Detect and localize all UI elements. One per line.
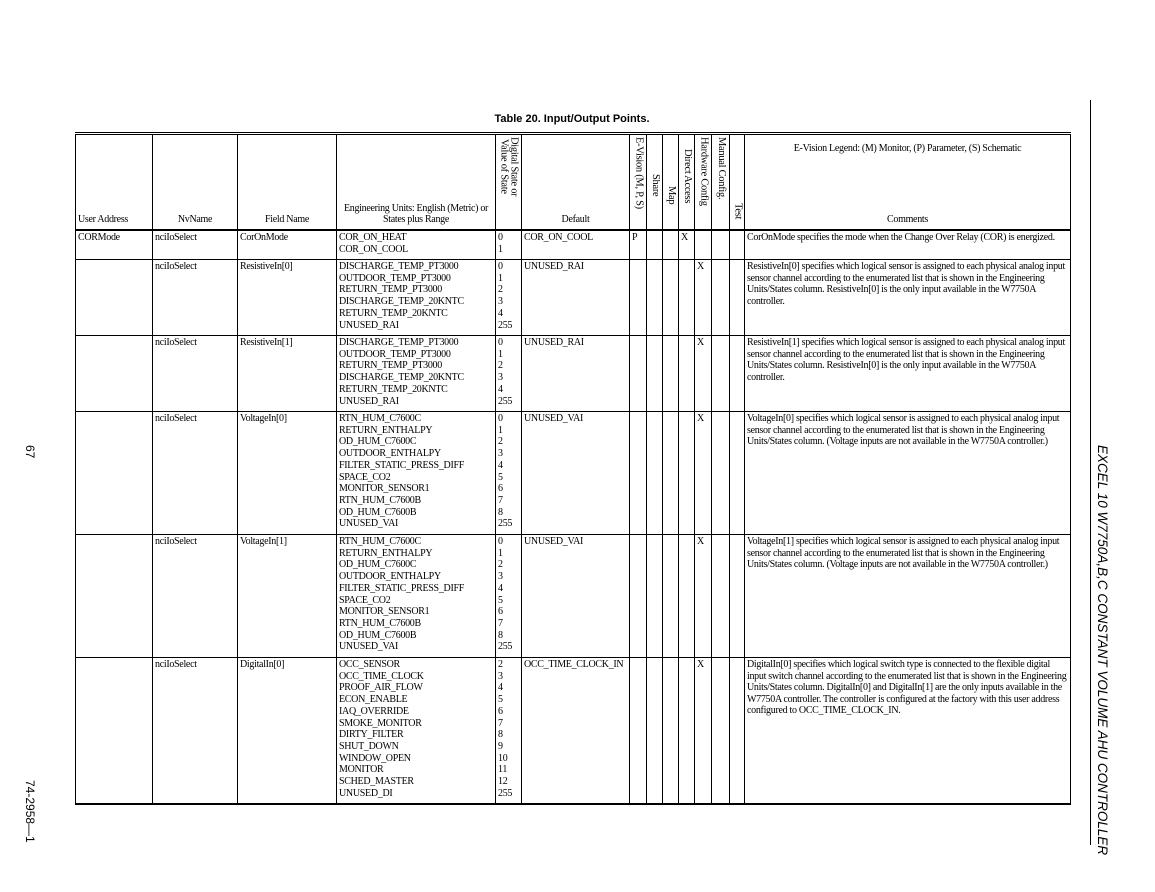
cell-nvname: nciIoSelect (153, 230, 238, 260)
cell-test (730, 336, 745, 412)
cell-test (730, 535, 745, 658)
header-hardware-config-text: Hardware Config (698, 137, 710, 206)
header-field-name: Field Name (238, 134, 337, 231)
cell-nvname: nciIoSelect (153, 535, 238, 658)
cell-user-address (76, 412, 153, 535)
cell-map (663, 230, 679, 260)
header-map-text: Map (665, 186, 677, 205)
cell-states: RTN_HUM_C7600C RETURN_ENTHALPY OD_HUM_C7600C OUTDOOR_ENTHALPY FILTER_STATIC_PRESS_DIFF SPACE_CO2 MONITOR_SENSOR1 RTN_HUM_C7600B OD_HUM_C7600B UNUSED_VAI (337, 535, 496, 658)
cell-values: 0 1 2 3 4 5 6 7 8 255 (496, 412, 522, 535)
cell-values: 0 1 2 3 4 255 (496, 336, 522, 412)
cell-share (647, 230, 663, 260)
cell-states: RTN_HUM_C7600C RETURN_ENTHALPY OD_HUM_C7600C OUTDOOR_ENTHALPY FILTER_STATIC_PRESS_DIFF SPACE_CO2 MONITOR_SENSOR1 RTN_HUM_C7600B OD_HUM_C7600B UNUSED_VAI (337, 412, 496, 535)
cell-user-address (76, 535, 153, 658)
header-evision-text: E-Vision (M, P, S) (633, 137, 645, 209)
cell-evision: P (630, 230, 647, 260)
header-direct-access-text: Direct Access (681, 149, 693, 204)
table-row (76, 336, 1071, 412)
cell-states: COR_ON_HEAT COR_ON_COOL (337, 230, 496, 260)
header-engineering-units: Engineering Units: English (Metric) or States plus Range (337, 134, 496, 231)
cell-hardware-config (695, 230, 712, 260)
cell-evision (630, 336, 647, 412)
running-title: EXCEL 10 W7750A,B,C CONSTANT VOLUME AHU CONTROLLER (1095, 445, 1110, 856)
margin-rule (1090, 100, 1091, 845)
header-user-address: User Address (76, 134, 153, 231)
header-share-text: Share (649, 174, 661, 197)
cell-evision (630, 658, 647, 805)
cell-states: OCC_SENSOR OCC_TIME_CLOCK PROOF_AIR_FLOW ECON_ENABLE IAQ_OVERRIDE SMOKE_MONITOR DIRTY_FILTER SHUT_DOWN WINDOW_OPEN MONITOR SCHED_MASTER UNUSED_DI (337, 658, 496, 805)
cell-hardware-config: X (695, 336, 712, 412)
header-digital-state (496, 134, 522, 231)
cell-comment: CorOnMode specifies the mode when the Change Over Relay (COR) is energized. (745, 230, 1071, 260)
table-row (76, 230, 1071, 260)
cell-comment: VoltageIn[1] specifies which logical sensor is assigned to each physical analog input sensor channel according to the enumerated list that is shown in the Engineering Units/States column. (Voltage inputs are not available in the W7750A controller.) (745, 535, 1071, 658)
cell-map (663, 658, 679, 805)
cell-evision (630, 412, 647, 535)
cell-field-name: CorOnMode (238, 230, 337, 260)
cell-manual-config (712, 336, 730, 412)
cell-user-address (76, 336, 153, 412)
cell-nvname: nciIoSelect (153, 336, 238, 412)
cell-field-name: ResistiveIn[1] (238, 336, 337, 412)
table-row (76, 260, 1071, 336)
cell-direct-access (679, 336, 695, 412)
cell-user-address (76, 658, 153, 805)
header-comments-text: Comments (887, 214, 928, 226)
cell-user-address: CORMode (76, 230, 153, 260)
header-map (663, 134, 679, 231)
table-row (76, 535, 1071, 658)
cell-direct-access (679, 260, 695, 336)
cell-states: DISCHARGE_TEMP_PT3000 OUTDOOR_TEMP_PT3000 RETURN_TEMP_PT3000 DISCHARGE_TEMP_20KNTC RETURN_TEMP_20KNTC UNUSED_RAI (337, 260, 496, 336)
header-test (730, 134, 745, 231)
cell-map (663, 336, 679, 412)
cell-manual-config (712, 658, 730, 805)
cell-manual-config (712, 230, 730, 260)
cell-test (730, 658, 745, 805)
cell-values: 2 3 4 5 6 7 8 9 10 11 12 255 (496, 658, 522, 805)
cell-field-name: DigitalIn[0] (238, 658, 337, 805)
header-share (647, 134, 663, 231)
cell-default: UNUSED_RAI (522, 336, 630, 412)
cell-field-name: ResistiveIn[0] (238, 260, 337, 336)
cell-comment: ResistiveIn[0] specifies which logical sensor is assigned to each physical analog input sensor channel according to the enumerated list that is shown in the Engineering Units/States column. ResistiveIn[0] is the only input available in the W7750A controller. (745, 260, 1071, 336)
cell-map (663, 260, 679, 336)
table-title: Table 20. Input/Output Points. (494, 113, 650, 125)
header-digital-state-text: Digital State or Value of State (498, 137, 520, 197)
cell-share (647, 336, 663, 412)
header-nvname: NvName (153, 134, 238, 231)
cell-share (647, 535, 663, 658)
cell-hardware-config: X (695, 412, 712, 535)
header-row (76, 134, 1071, 231)
cell-default: UNUSED_VAI (522, 412, 630, 535)
cell-user-address (76, 260, 153, 336)
cell-test (730, 412, 745, 535)
cell-comment: DigitalIn[0] specifies which logical switch type is connected to the flexible digital input switch channel according to the enumerated list that is shown in the Engineering Units/States column. DigitalIn[0] and DigitalIn[1] are the only inputs available in the W7750A controller. The controller is configured at the factory with this user address configured to OCC_TIME_CLOCK_IN. (745, 658, 1071, 805)
cell-nvname: nciIoSelect (153, 260, 238, 336)
cell-default: COR_ON_COOL (522, 230, 630, 260)
io-points-table (75, 132, 1071, 805)
header-evision (630, 134, 647, 231)
header-manual-config-text: Manual Config. (715, 137, 727, 200)
cell-default: OCC_TIME_CLOCK_IN (522, 658, 630, 805)
cell-test (730, 260, 745, 336)
cell-manual-config (712, 260, 730, 336)
cell-map (663, 412, 679, 535)
header-default: Default (522, 134, 630, 231)
cell-map (663, 535, 679, 658)
header-test-text: Test (732, 203, 744, 220)
cell-share (647, 260, 663, 336)
cell-states: DISCHARGE_TEMP_PT3000 OUTDOOR_TEMP_PT3000 RETURN_TEMP_PT3000 DISCHARGE_TEMP_20KNTC RETURN_TEMP_20KNTC UNUSED_RAI (337, 336, 496, 412)
cell-values: 0 1 2 3 4 255 (496, 260, 522, 336)
cell-values: 0 1 2 3 4 5 6 7 8 255 (496, 535, 522, 658)
cell-default: UNUSED_VAI (522, 535, 630, 658)
document-number: 74-2958—1 (23, 780, 37, 843)
cell-comment: ResistiveIn[1] specifies which logical sensor is assigned to each physical analog input sensor channel according to the enumerated list that is shown in the Engineering Units/States column. ResistiveIn[0] is the only input available in the W7750A controller. (745, 336, 1071, 412)
cell-hardware-config: X (695, 260, 712, 336)
cell-direct-access: X (679, 230, 695, 260)
cell-hardware-config: X (695, 535, 712, 658)
cell-default: UNUSED_RAI (522, 260, 630, 336)
page-number: 67 (23, 445, 37, 459)
header-direct-access (679, 134, 695, 231)
evision-legend: E-Vision Legend: (M) Monitor, (P) Parameter, (S) Schematic (793, 143, 1022, 154)
cell-direct-access (679, 535, 695, 658)
cell-direct-access (679, 658, 695, 805)
cell-evision (630, 535, 647, 658)
table-row (76, 412, 1071, 535)
cell-hardware-config: X (695, 658, 712, 805)
cell-direct-access (679, 412, 695, 535)
cell-nvname: nciIoSelect (153, 658, 238, 805)
cell-field-name: VoltageIn[1] (238, 535, 337, 658)
cell-evision (630, 260, 647, 336)
cell-share (647, 658, 663, 805)
header-manual-config (712, 134, 730, 231)
cell-values: 0 1 (496, 230, 522, 260)
header-comments (745, 134, 1071, 231)
cell-manual-config (712, 535, 730, 658)
cell-comment: VoltageIn[0] specifies which logical sensor is assigned to each physical analog input sensor channel according to the enumerated list that is shown in the Engineering Units/States column. (Voltage inputs are not available in the W7750A controller.) (745, 412, 1071, 535)
cell-manual-config (712, 412, 730, 535)
table-row (76, 658, 1071, 805)
cell-share (647, 412, 663, 535)
cell-test (730, 230, 745, 260)
cell-nvname: nciIoSelect (153, 412, 238, 535)
header-hardware-config (695, 134, 712, 231)
cell-field-name: VoltageIn[0] (238, 412, 337, 535)
